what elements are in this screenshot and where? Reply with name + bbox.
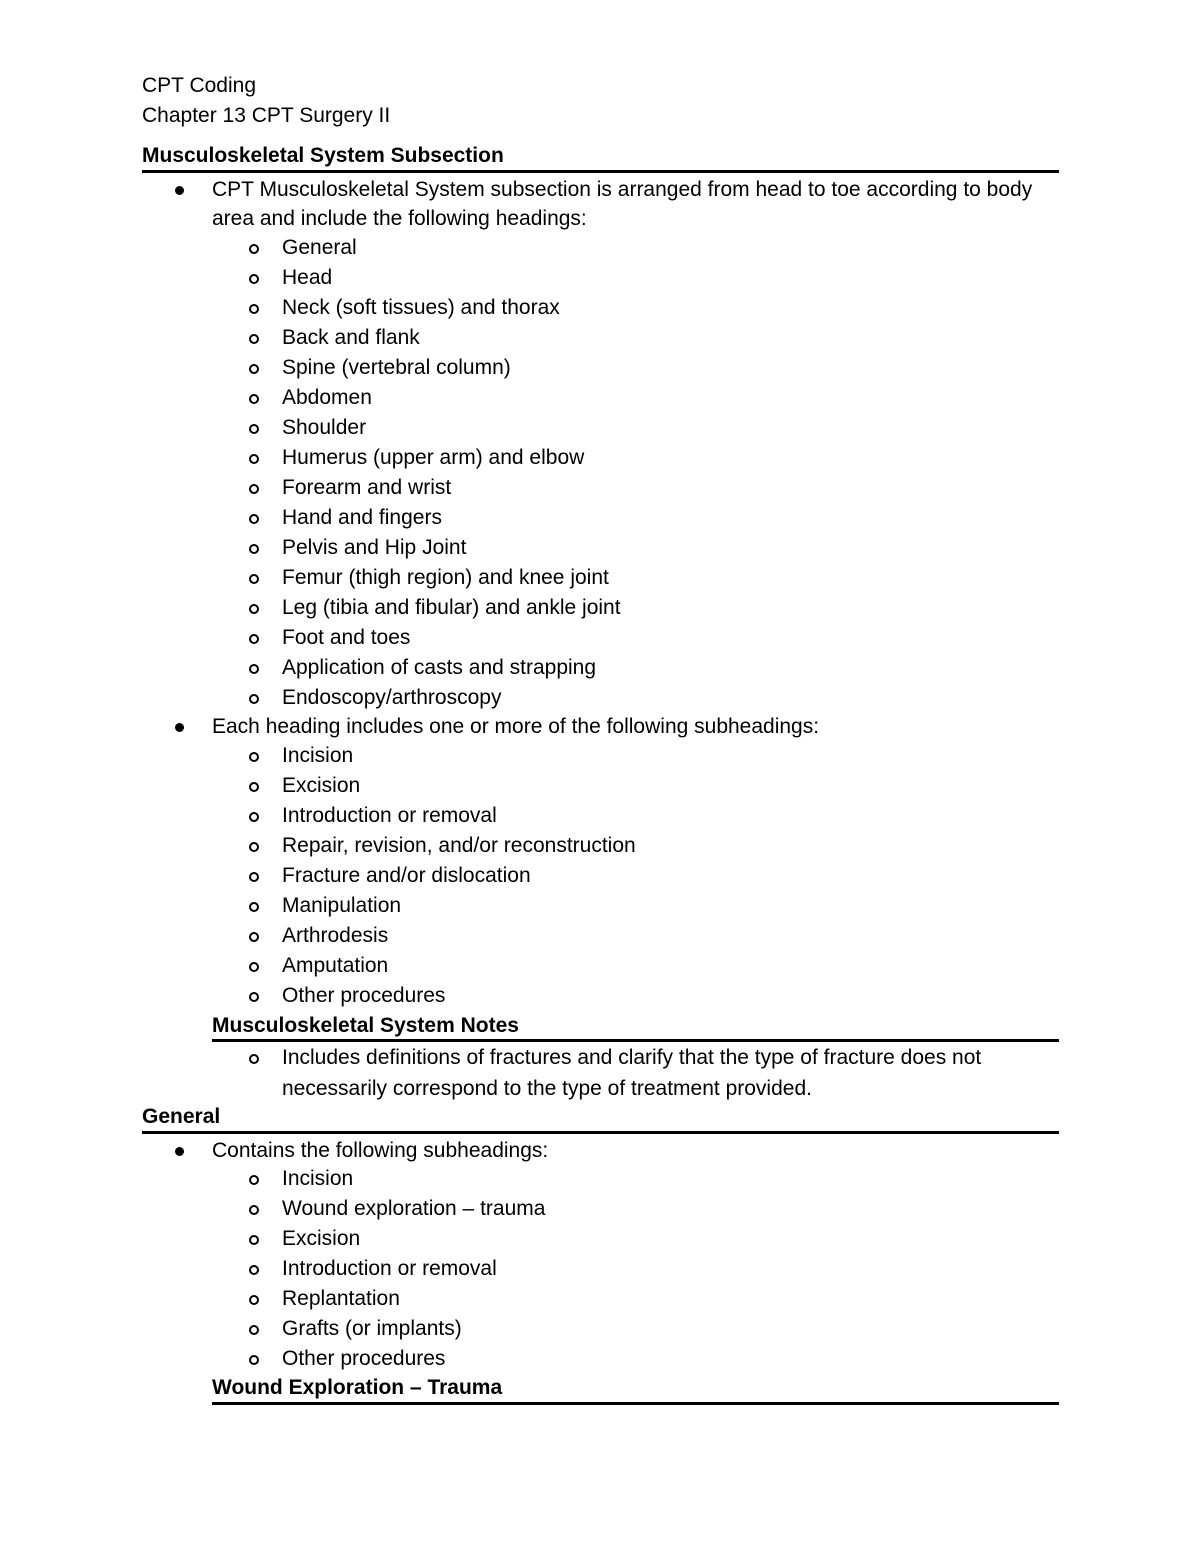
notes-rule xyxy=(212,1039,1059,1042)
wound-exploration-heading: Wound Exploration – Trauma xyxy=(212,1376,503,1399)
list-item: Pelvis and Hip Joint xyxy=(282,536,467,559)
list-item: Repair, revision, and/or reconstruction xyxy=(282,834,636,857)
circle-bullet-icon xyxy=(249,872,259,882)
intro-text-line1: CPT Musculoskeletal System subsection is arranged from head to toe according to body xyxy=(212,178,1033,201)
list-item: Shoulder xyxy=(282,416,367,439)
circle-bullet-icon xyxy=(249,1054,259,1064)
circle-bullet-icon xyxy=(249,304,259,314)
circle-bullet-icon xyxy=(249,1205,259,1215)
circle-bullet-icon xyxy=(249,634,259,644)
intro-text-line2: area and include the following headings: xyxy=(212,207,587,230)
bullet-icon xyxy=(175,186,184,195)
list-item: Wound exploration – trauma xyxy=(282,1197,546,1220)
section-heading-general: General xyxy=(142,1105,221,1128)
list-item: Replantation xyxy=(282,1287,400,1310)
circle-bullet-icon xyxy=(249,782,259,792)
wound-rule xyxy=(212,1402,1059,1405)
list-item: Femur (thigh region) and knee joint xyxy=(282,566,609,589)
bullet-icon xyxy=(175,723,184,732)
circle-bullet-icon xyxy=(249,752,259,762)
circle-bullet-icon xyxy=(249,902,259,912)
circle-bullet-icon xyxy=(249,334,259,344)
notes-text-line1: Includes definitions of fractures and clarify that the type of fracture does not xyxy=(282,1046,982,1069)
list-item: Back and flank xyxy=(282,326,420,349)
list-item: Introduction or removal xyxy=(282,804,497,827)
list-item: Spine (vertebral column) xyxy=(282,356,511,379)
list-item: Abdomen xyxy=(282,386,372,409)
list-item: Introduction or removal xyxy=(282,1257,497,1280)
circle-bullet-icon xyxy=(249,694,259,704)
list-item: Grafts (or implants) xyxy=(282,1317,462,1340)
circle-bullet-icon xyxy=(249,932,259,942)
list-item: Forearm and wrist xyxy=(282,476,452,499)
list-item: Other procedures xyxy=(282,984,446,1007)
list-item: Other procedures xyxy=(282,1347,446,1370)
bullet-icon xyxy=(175,1147,184,1156)
circle-bullet-icon xyxy=(249,364,259,374)
circle-bullet-icon xyxy=(249,244,259,254)
circle-bullet-icon xyxy=(249,574,259,584)
circle-bullet-icon xyxy=(249,1325,259,1335)
circle-bullet-icon xyxy=(249,842,259,852)
circle-bullet-icon xyxy=(249,1265,259,1275)
notes-heading: Musculoskeletal System Notes xyxy=(212,1014,519,1037)
circle-bullet-icon xyxy=(249,274,259,284)
circle-bullet-icon xyxy=(249,1235,259,1245)
circle-bullet-icon xyxy=(249,424,259,434)
list-item: Incision xyxy=(282,744,354,767)
circle-bullet-icon xyxy=(249,514,259,524)
list-item: General xyxy=(282,236,357,259)
section-heading-musculoskeletal: Musculoskeletal System Subsection xyxy=(142,144,504,167)
circle-bullet-icon xyxy=(249,992,259,1002)
circle-bullet-icon xyxy=(249,394,259,404)
circle-bullet-icon xyxy=(249,484,259,494)
circle-bullet-icon xyxy=(249,812,259,822)
list-item: Excision xyxy=(282,1227,361,1250)
list-item: Excision xyxy=(282,774,361,797)
list-item: Incision xyxy=(282,1167,354,1190)
list-item: Leg (tibia and fibular) and ankle joint xyxy=(282,596,621,619)
course-title: CPT Coding xyxy=(142,74,257,97)
notes-text-line2: necessarily correspond to the type of treatment provided. xyxy=(282,1077,812,1100)
list-item: Humerus (upper arm) and elbow xyxy=(282,446,585,469)
chapter-title: Chapter 13 CPT Surgery II xyxy=(142,104,391,127)
list-item: Application of casts and strapping xyxy=(282,656,597,679)
general-intro: Contains the following subheadings: xyxy=(212,1139,549,1162)
list-item: Amputation xyxy=(282,954,389,977)
circle-bullet-icon xyxy=(249,1175,259,1185)
circle-bullet-icon xyxy=(249,454,259,464)
subheadings-intro: Each heading includes one or more of the following subheadings: xyxy=(212,715,820,738)
circle-bullet-icon xyxy=(249,664,259,674)
circle-bullet-icon xyxy=(249,1355,259,1365)
list-item: Fracture and/or dislocation xyxy=(282,864,531,887)
circle-bullet-icon xyxy=(249,1295,259,1305)
list-item: Foot and toes xyxy=(282,626,411,649)
circle-bullet-icon xyxy=(249,604,259,614)
list-item: Head xyxy=(282,266,333,289)
list-item: Manipulation xyxy=(282,894,402,917)
list-item: Endoscopy/arthroscopy xyxy=(282,686,502,709)
section-rule xyxy=(142,170,1059,173)
circle-bullet-icon xyxy=(249,544,259,554)
list-item: Hand and fingers xyxy=(282,506,442,529)
circle-bullet-icon xyxy=(249,962,259,972)
section-rule xyxy=(142,1131,1059,1134)
list-item: Neck (soft tissues) and thorax xyxy=(282,296,560,319)
list-item: Arthrodesis xyxy=(282,924,389,947)
